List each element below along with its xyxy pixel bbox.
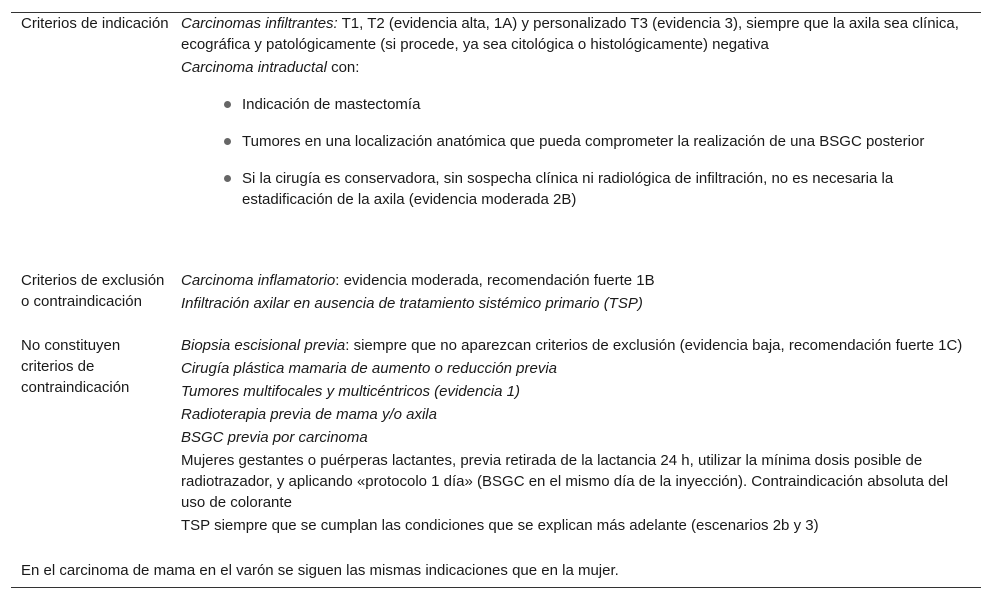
exclusion-line-2: Infiltración axilar en ausencia de tratamiento sistémico primario (TSP) bbox=[181, 295, 643, 312]
indicacion-bullet-list bbox=[181, 94, 971, 210]
bullet-dot-icon bbox=[224, 101, 231, 108]
row-label-no-contraindicacion: No constituyen criterios de contraindicación bbox=[21, 337, 130, 396]
no-contra-line-1 bbox=[181, 335, 971, 356]
exclusion-line-1-italic: Carcinoma inflamatorio bbox=[181, 272, 336, 289]
list-item bbox=[181, 94, 971, 115]
no-contra-line-7: TSP siempre que se cumplan las condiciones que se explican más adelante (escenarios 2b y 3) bbox=[181, 517, 819, 534]
no-contra-line-1-rest: : siempre que no aparezcan criterios de exclusión (evidencia baja, recomendación fuerte 1C) bbox=[345, 337, 963, 354]
no-contra-line-2: Cirugía plástica mamaria de aumento o reducción previa bbox=[181, 360, 558, 377]
indicacion-line-1-italic: Carcinomas infiltrantes: bbox=[181, 15, 338, 32]
indicacion-line-2-rest: con: bbox=[326, 59, 360, 76]
list-item-text: Si la cirugía es conservadora, sin sospecha clínica ni radiológica de infiltración, no es necesaria la estadificación de la axila (evidencia moderada 2B) bbox=[242, 170, 894, 208]
indicacion-line-1-rest: T1, T2 (evidencia alta, 1A) y personalizado T3 (evidencia 3), siempre que la axila sea clínica, ecográfica y patológicamente (si procede, ya sea citológica o histológicamente) negativa bbox=[181, 15, 959, 53]
no-contra-line-6: Mujeres gestantes o puérperas lactantes, previa retirada de la lactancia 24 h, utilizar la mínima dosis posible de radiotrazador, y aplicando «protocolo 1 día» (BSGC en el mismo día de la inyección). Contraindicación absoluta del uso de colorante bbox=[181, 452, 949, 511]
no-contra-line-1-italic: Biopsia escisional previa bbox=[181, 337, 346, 354]
exclusion-line-1-rest: : evidencia moderada, recomendación fuerte 1B bbox=[335, 272, 655, 289]
row-label-indicacion: Criterios de indicación bbox=[21, 15, 169, 32]
row-content-indicacion bbox=[181, 13, 971, 226]
no-contra-line-4: Radioterapia previa de mama y/o axila bbox=[181, 406, 437, 423]
indicacion-line-2-italic: Carcinoma intraductal bbox=[181, 59, 327, 76]
list-item bbox=[181, 168, 971, 210]
indicacion-line-1 bbox=[181, 13, 971, 55]
bullet-dot-icon bbox=[224, 175, 231, 182]
indicacion-line-2 bbox=[181, 57, 971, 78]
row-content-no-contraindicacion bbox=[181, 335, 971, 536]
bullet-dot-icon bbox=[224, 138, 231, 145]
row-content-exclusion bbox=[181, 270, 971, 314]
list-item-text: Indicación de mastectomía bbox=[242, 96, 421, 113]
list-item bbox=[181, 131, 971, 152]
no-contra-line-3: Tumores multifocales y multicéntricos (evidencia 1) bbox=[181, 383, 521, 400]
table-footnote: En el carcinoma de mama en el varón se siguen las mismas indicaciones que en la mujer. bbox=[21, 562, 619, 579]
no-contra-line-5: BSGC previa por carcinoma bbox=[181, 429, 368, 446]
list-item-text: Tumores en una localización anatómica que pueda comprometer la realización de una BSGC posterior bbox=[242, 133, 925, 150]
criteria-table bbox=[11, 12, 981, 588]
exclusion-line-1 bbox=[181, 270, 971, 291]
row-label-exclusion: Criterios de exclusión o contraindicación bbox=[21, 272, 165, 310]
